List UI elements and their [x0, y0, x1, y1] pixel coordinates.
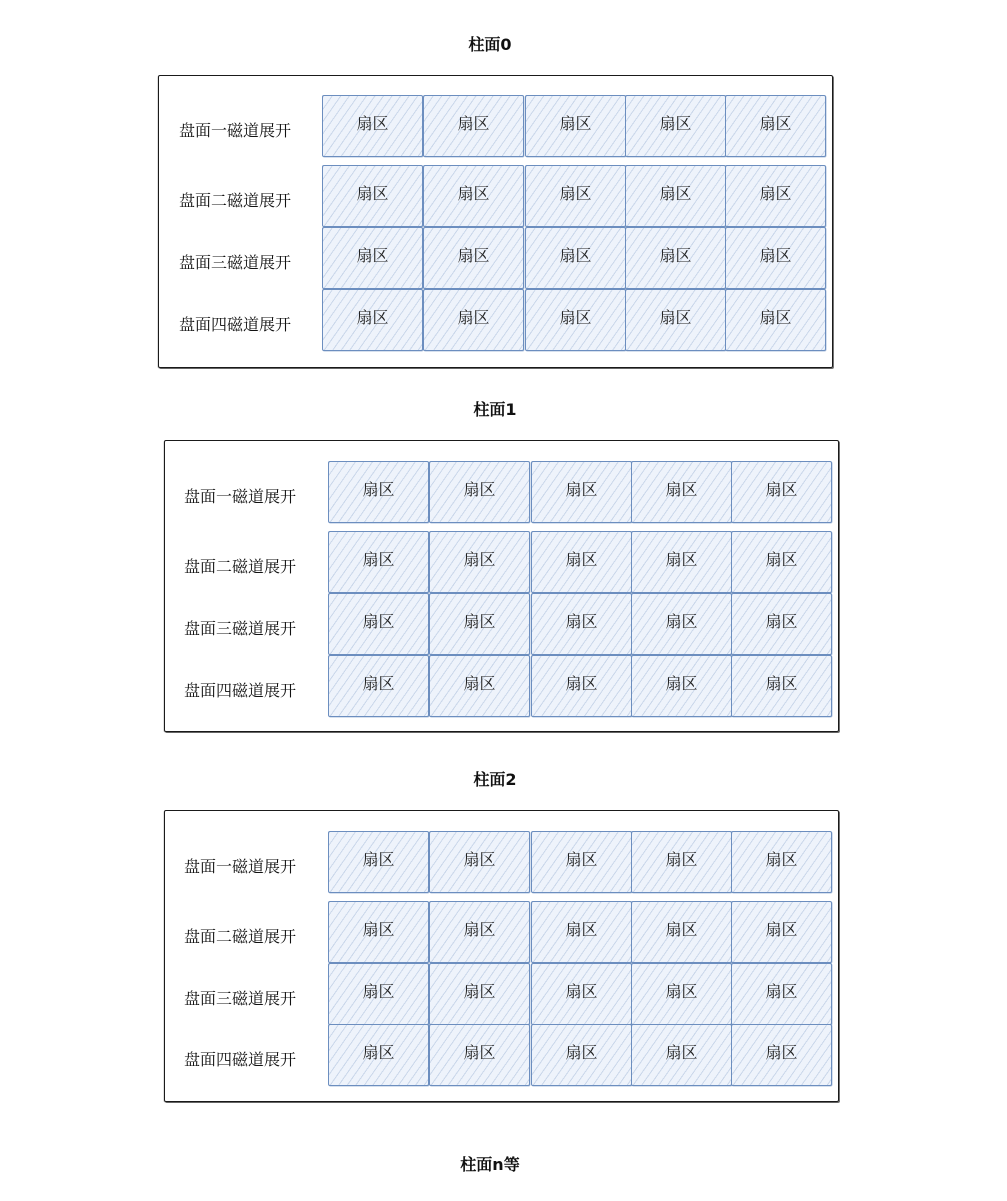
- sector: 扇区: [731, 831, 832, 893]
- sector: 扇区: [631, 901, 732, 963]
- sector: 扇区: [631, 655, 732, 717]
- cylinder-1-title: 柱面1: [473, 400, 517, 419]
- sector: 扇区: [322, 165, 423, 227]
- sector: 扇区: [631, 963, 732, 1025]
- sector: 扇区: [328, 963, 429, 1025]
- sector: 扇区: [423, 165, 524, 227]
- sector: 扇区: [531, 901, 632, 963]
- row-label: 盘面三磁道展开: [184, 619, 297, 638]
- sector: 扇区: [631, 531, 732, 593]
- sector: 扇区: [328, 1024, 429, 1086]
- sector: 扇区: [731, 531, 832, 593]
- sector: 扇区: [429, 831, 530, 893]
- sector: 扇区: [429, 963, 530, 1025]
- sector: 扇区: [328, 531, 429, 593]
- sector: 扇区: [423, 227, 524, 289]
- sector: 扇区: [731, 461, 832, 523]
- sector: 扇区: [731, 1024, 832, 1086]
- row-label: 盘面二磁道展开: [179, 191, 292, 210]
- sector: 扇区: [625, 227, 726, 289]
- row-label: 盘面二磁道展开: [184, 557, 297, 576]
- sector: 扇区: [725, 289, 826, 351]
- sector: 扇区: [625, 289, 726, 351]
- sector: 扇区: [531, 963, 632, 1025]
- sector: 扇区: [328, 461, 429, 523]
- sector: 扇区: [328, 901, 429, 963]
- sector: 扇区: [429, 531, 530, 593]
- sector: 扇区: [423, 289, 524, 351]
- row-label: 盘面一磁道展开: [179, 121, 292, 140]
- sector: 扇区: [429, 655, 530, 717]
- sector: 扇区: [625, 165, 726, 227]
- sector: 扇区: [429, 1024, 530, 1086]
- row-label: 盘面三磁道展开: [184, 989, 297, 1008]
- row-label: 盘面一磁道展开: [184, 857, 297, 876]
- row-label: 盘面四磁道展开: [184, 1050, 297, 1069]
- sector: 扇区: [328, 593, 429, 655]
- sector: 扇区: [631, 593, 732, 655]
- cylinder-2-title: 柱面2: [473, 770, 517, 789]
- sector: 扇区: [525, 289, 626, 351]
- sector: 扇区: [631, 1024, 732, 1086]
- sector: 扇区: [531, 461, 632, 523]
- sector: 扇区: [531, 655, 632, 717]
- row-label: 盘面一磁道展开: [184, 487, 297, 506]
- sector: 扇区: [322, 95, 423, 157]
- sector: 扇区: [525, 227, 626, 289]
- sector: 扇区: [531, 1024, 632, 1086]
- sector: 扇区: [725, 227, 826, 289]
- cylinder-0-title: 柱面0: [468, 35, 512, 54]
- sector: 扇区: [531, 531, 632, 593]
- sector: 扇区: [423, 95, 524, 157]
- sector: 扇区: [725, 95, 826, 157]
- sector: 扇区: [328, 655, 429, 717]
- sector: 扇区: [322, 289, 423, 351]
- sector: 扇区: [631, 831, 732, 893]
- sector: 扇区: [429, 901, 530, 963]
- sector: 扇区: [631, 461, 732, 523]
- sector: 扇区: [429, 461, 530, 523]
- sector: 扇区: [731, 901, 832, 963]
- footer-title: 柱面n等: [460, 1155, 520, 1174]
- sector: 扇区: [731, 593, 832, 655]
- sector: 扇区: [525, 165, 626, 227]
- sector: 扇区: [731, 655, 832, 717]
- sector: 扇区: [531, 593, 632, 655]
- sector: 扇区: [531, 831, 632, 893]
- row-label: 盘面三磁道展开: [179, 253, 292, 272]
- row-label: 盘面二磁道展开: [184, 927, 297, 946]
- sector: 扇区: [625, 95, 726, 157]
- row-label: 盘面四磁道展开: [184, 681, 297, 700]
- sector: 扇区: [322, 227, 423, 289]
- sector: 扇区: [328, 831, 429, 893]
- sector: 扇区: [725, 165, 826, 227]
- sector: 扇区: [731, 963, 832, 1025]
- sector: 扇区: [429, 593, 530, 655]
- sector: 扇区: [525, 95, 626, 157]
- row-label: 盘面四磁道展开: [179, 315, 292, 334]
